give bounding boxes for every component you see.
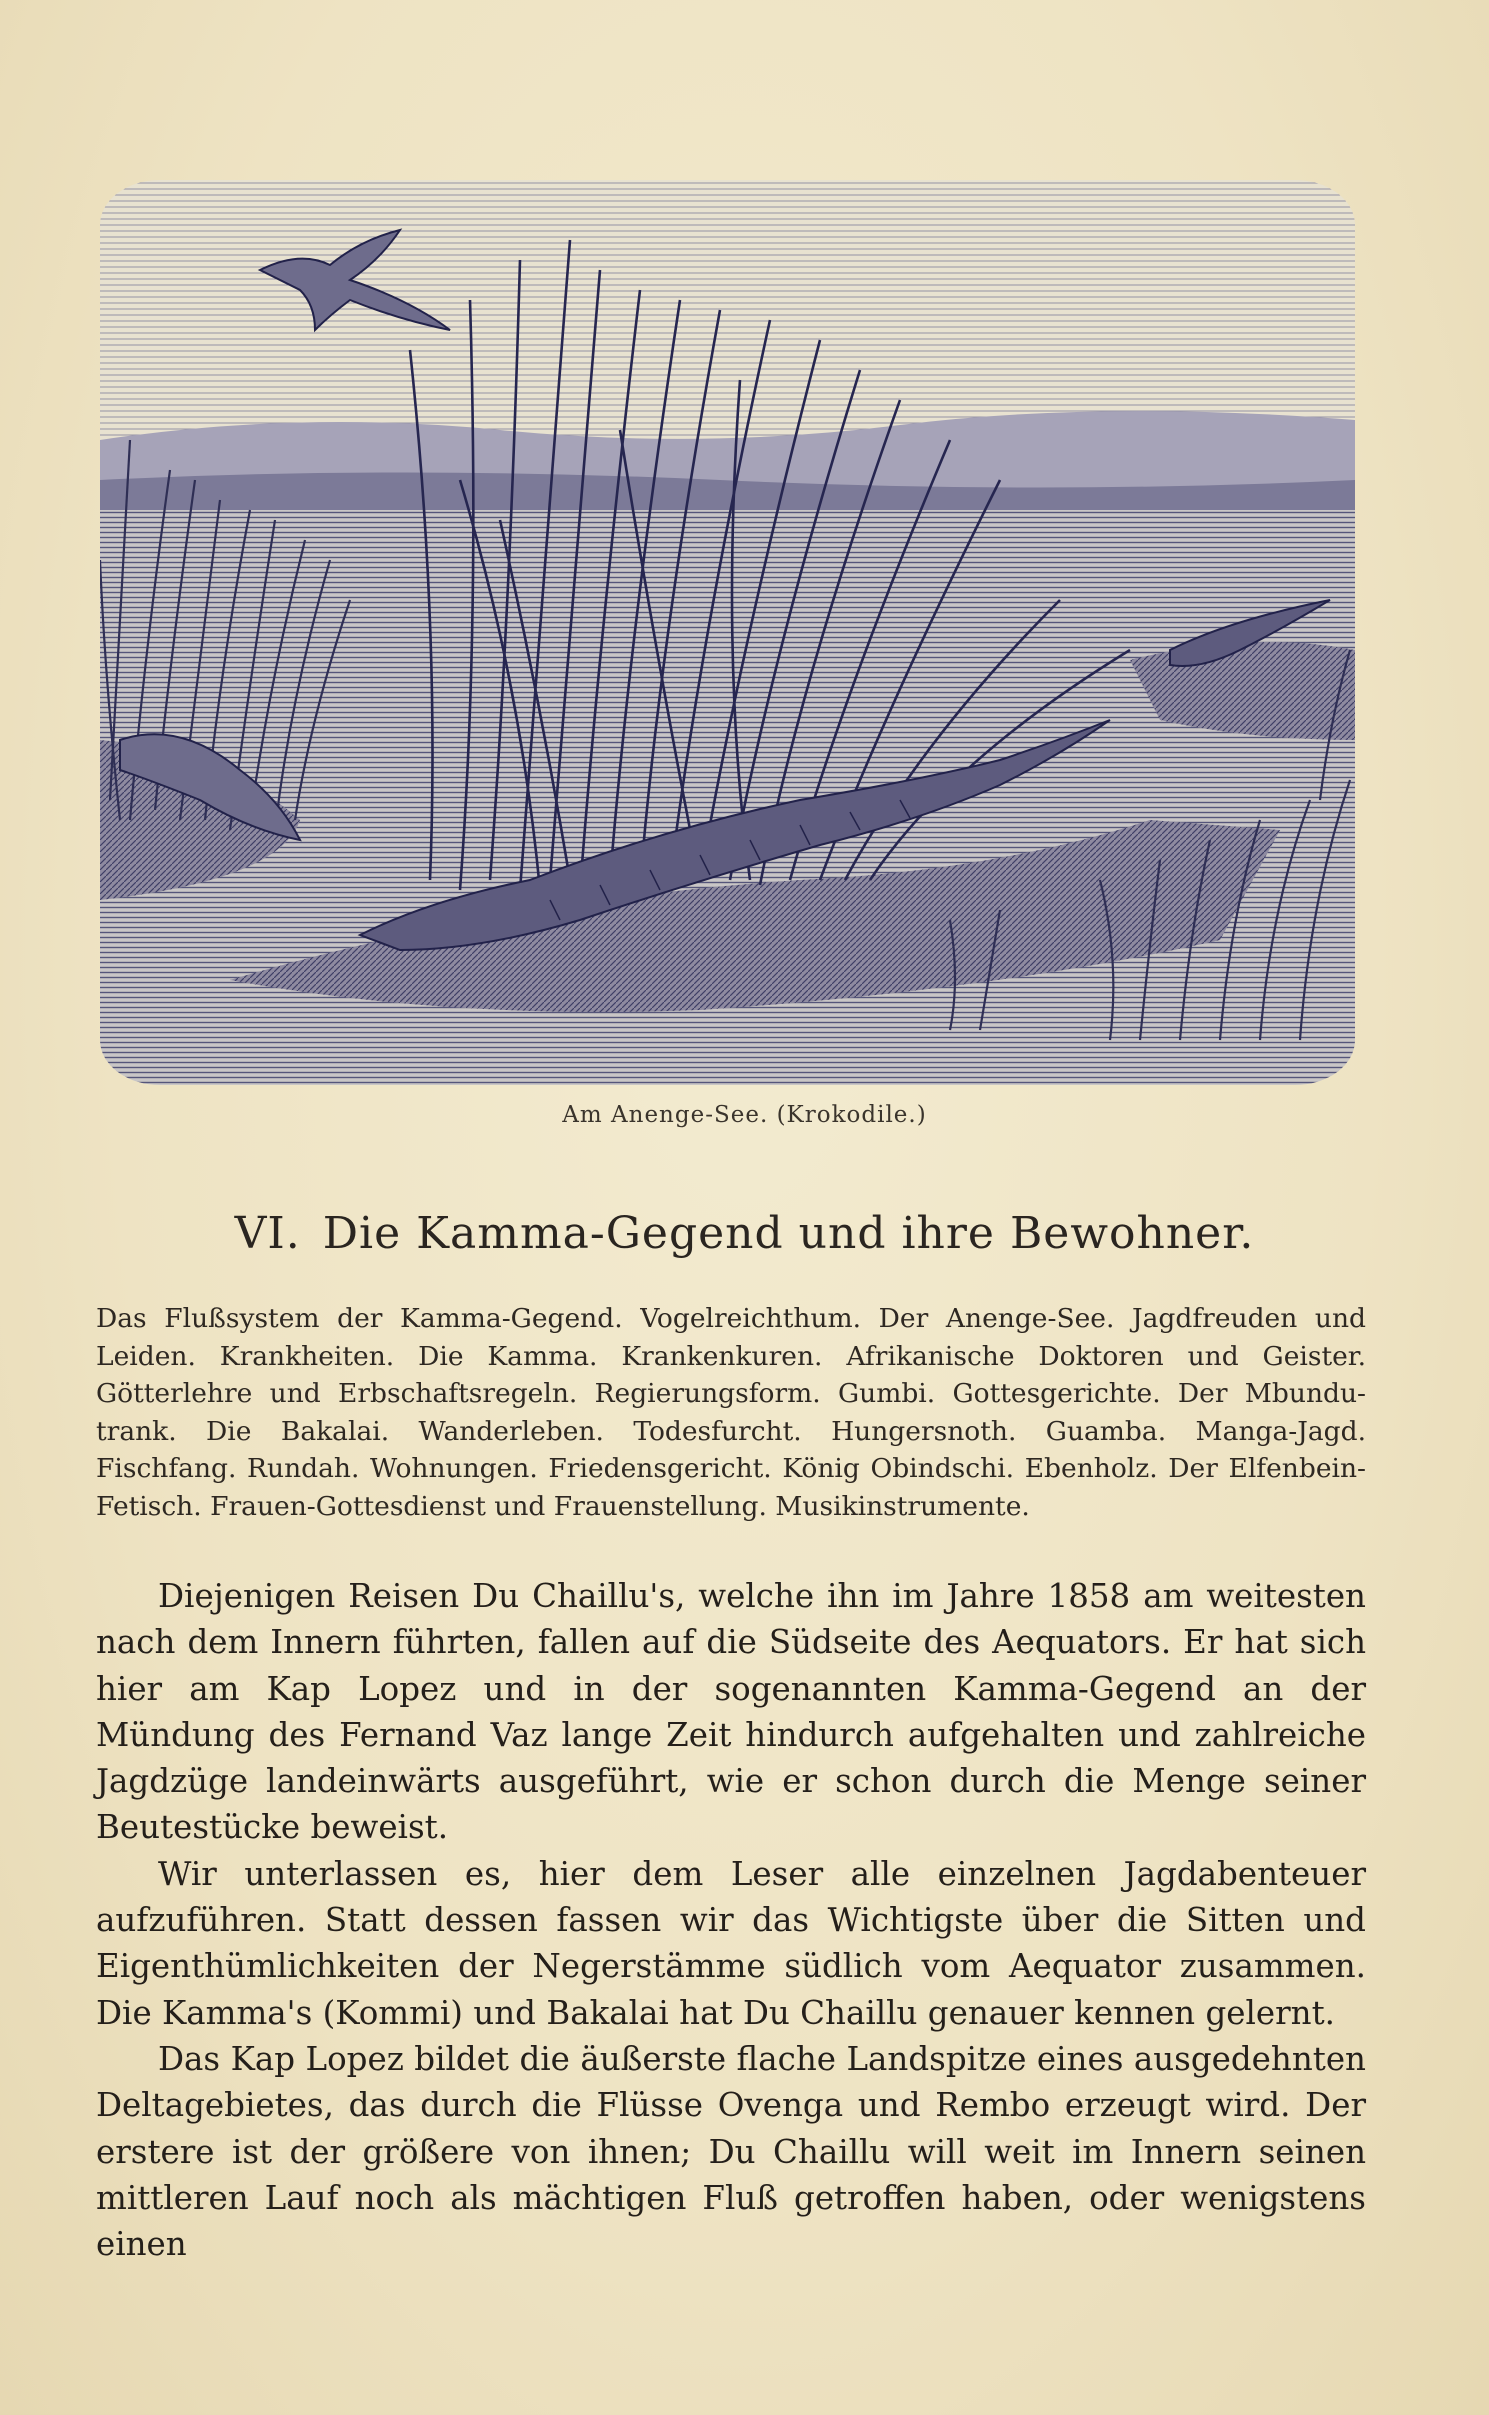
body-text <box>96 1573 1366 2267</box>
chapter-number: VI. <box>234 1208 301 1259</box>
chapter-summary: Das Flußsystem der Kamma-Gegend. Vogelreichthum. Der Anenge-See. Jagdfreuden und Leiden. Krankheiten. Die Kamma. Krankenkuren. Afrikanische Doktoren und Geister. Götterlehre und Erbschaftsregeln. Regierungsform. Gumbi. Gottesgerichte. Der Mbundu-trank. Die Bakalai. Wanderleben. Todesfurcht. Hungersnoth. Guamba. Manga-Jagd. Fischfang. Rundah. Wohnungen. Friedensgericht. König Obindschi. Ebenholz. Der Elfenbein-Fetisch. Frauen-Gottesdienst und Frauenstellung. Musikinstrumente. <box>96 1303 1366 1522</box>
chapter-heading <box>0 1208 1489 1259</box>
paragraph: Das Kap Lopez bildet die äußerste flache Landspitze eines ausgedehnten Deltagebietes, das durch die Flüsse Ovenga und Rembo erzeugt wird. Der erstere ist der größere von ihnen; Du Chaillu will weit im Innern seinen mittleren Lauf noch als mächtigen Fluß getroffen haben, oder wenigstens einen <box>96 2039 1366 2264</box>
chapter-title: Die Kamma-Gegend und ihre Bewohner. <box>322 1208 1255 1259</box>
paragraph: Wir unterlassen es, hier dem Leser alle einzelnen Jagdabenteuer aufzuführen. Statt dessen fassen wir das Wichtigste über die Sitten und Eigenthümlichkeiten der Negerstämme südlich vom Aequator zusammen. Die Kamma's (Kommi) und Bakalai hat Du Chaillu genauer kennen gelernt. <box>96 1854 1366 2032</box>
paragraph: Diejenigen Reisen Du Chaillu's, welche ihn im Jahre 1858 am weitesten nach dem Innern führten, fallen auf die Südseite des Aequators. Er hat sich hier am Kap Lopez und in der sogenannten Kamma-Gegend an der Mündung des Fernand Vaz lange Zeit hindurch aufgehalten und zahlreiche Jagdzüge landeinwärts ausgeführt, wie er schon durch die Menge seiner Beutestücke beweist. <box>96 1577 1366 1847</box>
crocodile-engraving <box>100 180 1355 1085</box>
figure-caption: Am Anenge-See. (Krokodile.) <box>562 1102 927 1128</box>
